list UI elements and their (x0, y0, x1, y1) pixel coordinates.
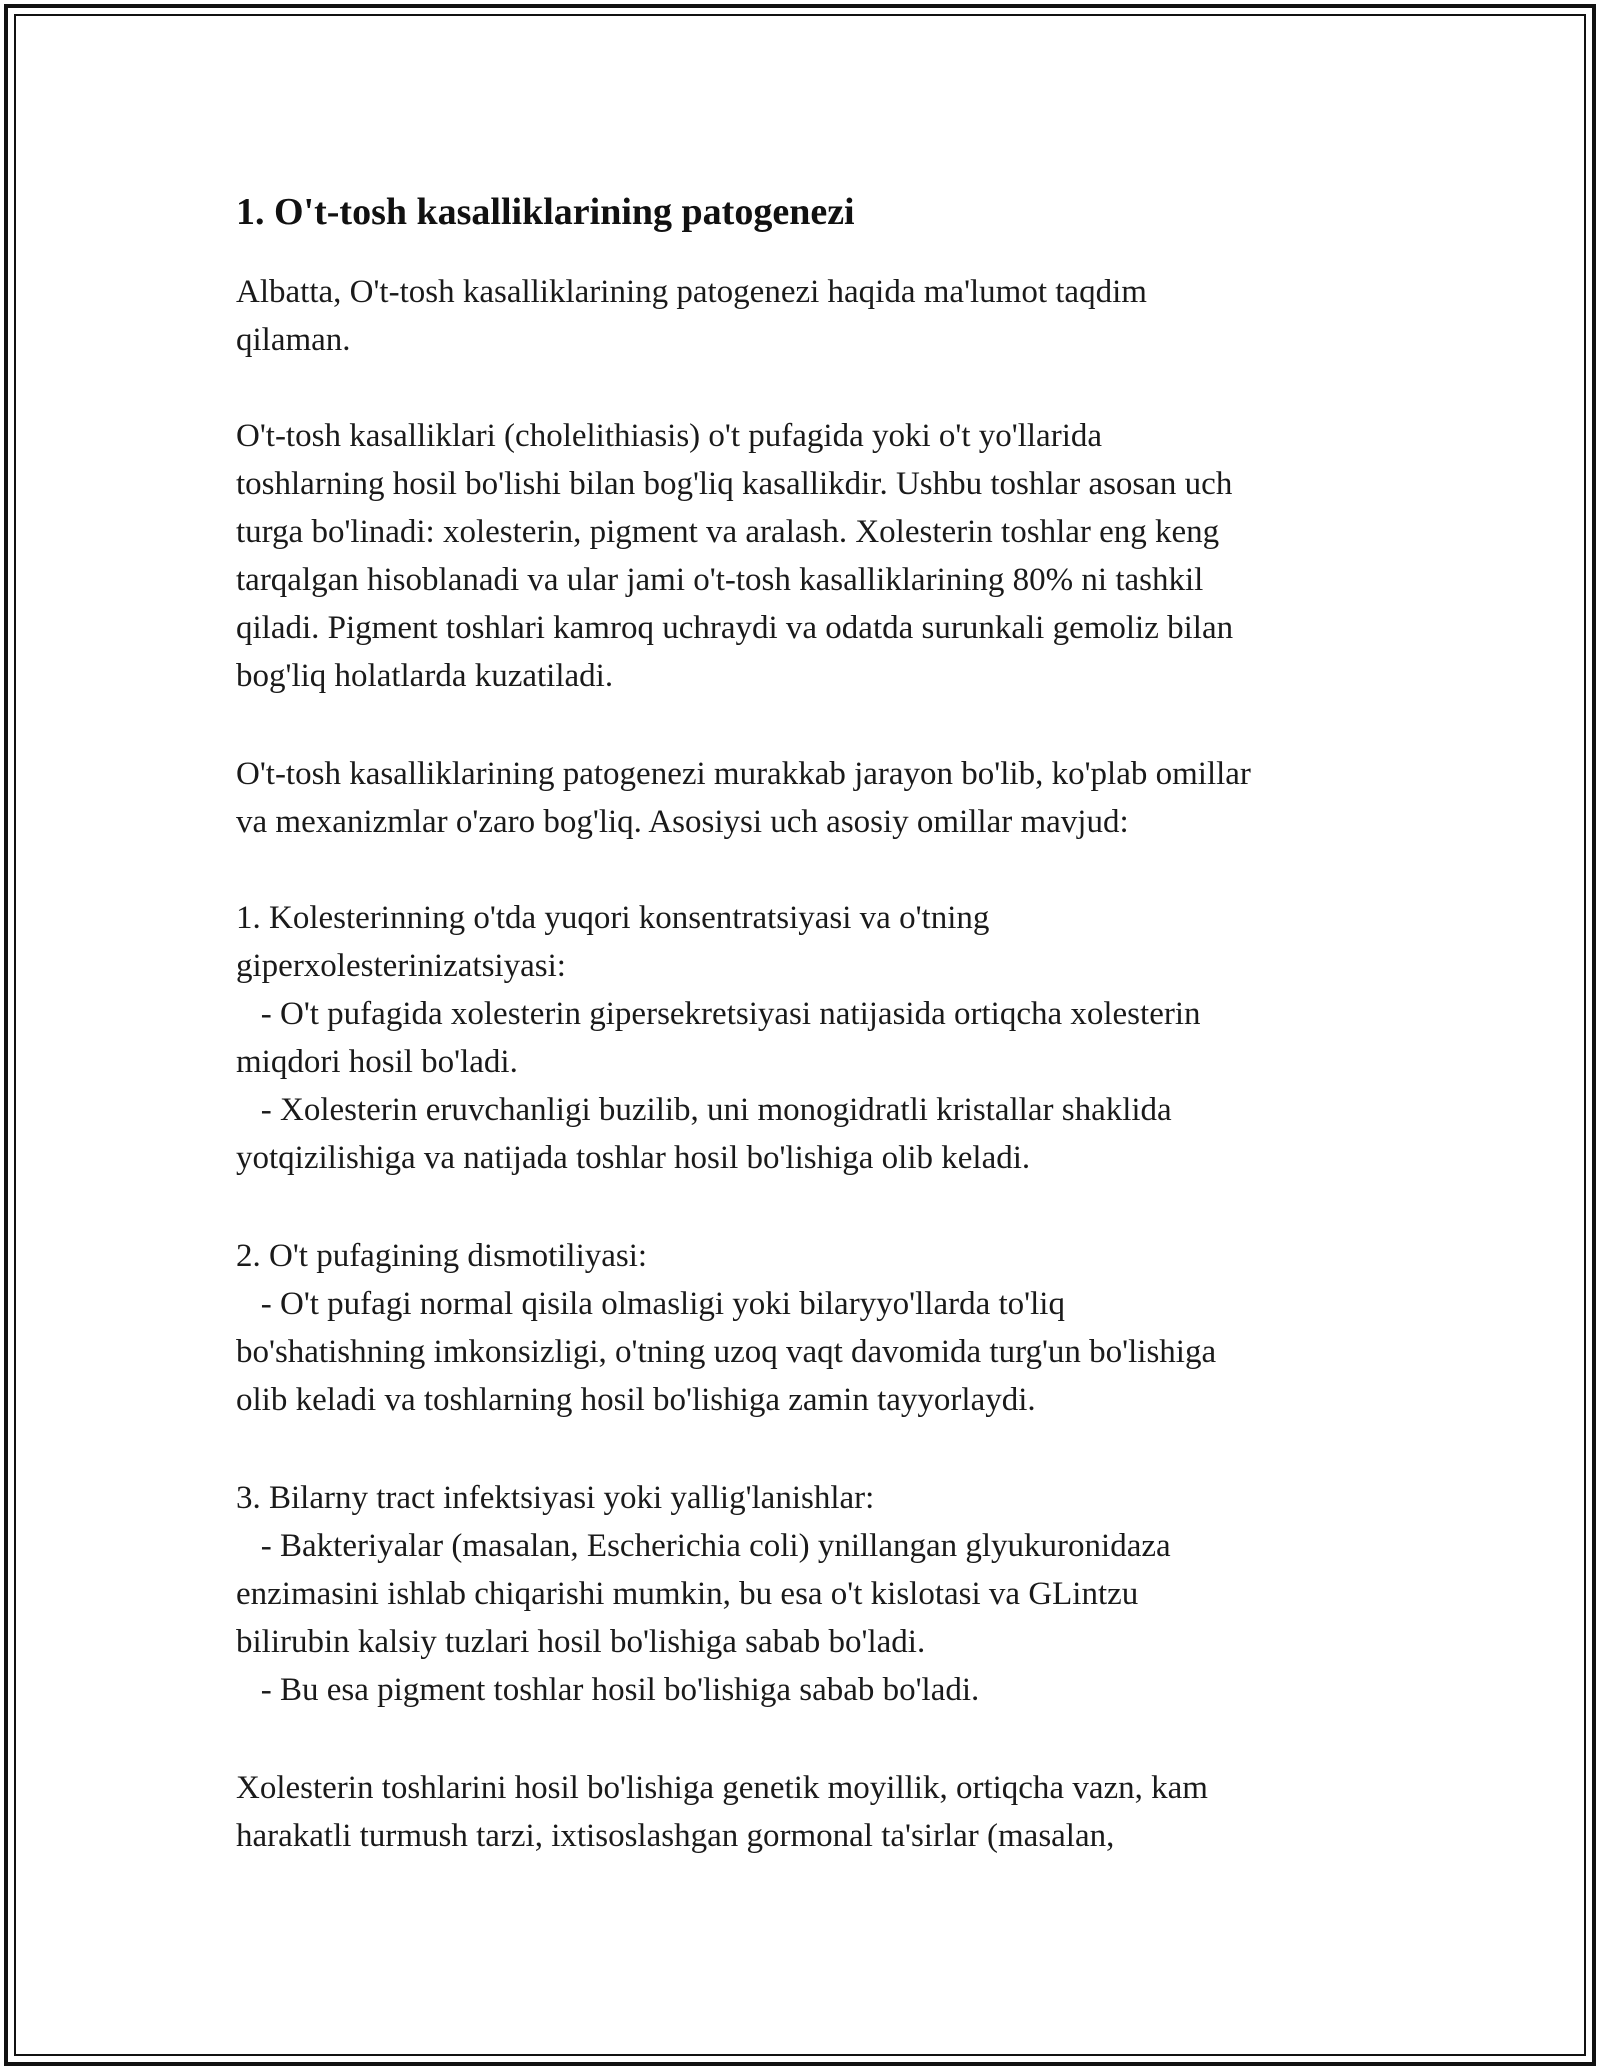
list-subitem: bilirubin kalsiy tuzlari hosil bo'lishiga sabab bo'ladi. (236, 1624, 926, 1660)
paragraph-line: toshlarning hosil bo'lishi bilan bog'liq kasallikdir. Ushbu toshlar asosan uch (236, 466, 1233, 502)
list-item-heading: 2. O't pufagining dismotiliyasi: (236, 1238, 648, 1274)
section-heading: 1. O't-tosh kasalliklarining patogenezi (236, 191, 855, 233)
paragraph-line: tarqalgan hisoblanadi va ular jami o't-tosh kasalliklarining 80% ni tashkil (236, 562, 1204, 598)
paragraph-line: O't-tosh kasalliklarining patogenezi murakkab jarayon bo'lib, ko'plab omillar (236, 756, 1251, 792)
list-subitem: miqdori hosil bo'ladi. (236, 1044, 518, 1080)
paragraph-line: turga bo'linadi: xolesterin, pigment va aralash. Xolesterin toshlar eng keng (236, 514, 1220, 550)
paragraph-line: qilaman. (236, 322, 351, 358)
list-subitem: - Bakteriyalar (masalan, Escherichia coli) ynillangan glyukuronidaza (236, 1528, 1171, 1564)
paragraph-line: harakatli turmush tarzi, ixtisoslashgan gormonal ta'sirlar (masalan, (236, 1818, 1115, 1854)
list-subitem: - O't pufagi normal qisila olmasligi yoki bilaryyo'llarda to'liq (236, 1286, 1065, 1322)
paragraph-line: O't-tosh kasalliklari (cholelithiasis) o't pufagida yoki o't yo'llarida (236, 418, 1103, 454)
paragraph-line: va mexanizmlar o'zaro bog'liq. Asosiysi uch asosiy omillar mavjud: (236, 804, 1129, 840)
paragraph-line: qiladi. Pigment toshlari kamroq uchraydi va odatda surunkali gemoliz bilan (236, 610, 1234, 646)
list-item-heading: 3. Bilarny tract infektsiyasi yoki yallig'lanishlar: (236, 1480, 875, 1516)
paragraph-line: bog'liq holatlarda kuzatiladi. (236, 658, 614, 694)
list-subitem: yotqizilishiga va natijada toshlar hosil bo'lishiga olib keladi. (236, 1140, 1031, 1176)
list-item-heading: 1. Kolesterinning o'tda yuqori konsentratsiyasi va o'tning (236, 900, 990, 936)
list-subitem: - O't pufagida xolesterin gipersekretsiyasi natijasida ortiqcha xolesterin (236, 996, 1201, 1032)
list-item-heading: giperxolesterinizatsiyasi: (236, 948, 566, 984)
list-subitem: bo'shatishning imkonsizligi, o'tning uzoq vaqt davomida turg'un bo'lishiga (236, 1334, 1217, 1370)
list-subitem: - Xolesterin eruvchanligi buzilib, uni monogidratli kristallar shaklida (236, 1092, 1172, 1128)
list-subitem: enzimasini ishlab chiqarishi mumkin, bu esa o't kislotasi va GLintzu (236, 1576, 1139, 1612)
list-subitem: olib keladi va toshlarning hosil bo'lishiga zamin tayyorlaydi. (236, 1382, 1036, 1418)
list-subitem: - Bu esa pigment toshlar hosil bo'lishiga sabab bo'ladi. (236, 1672, 980, 1708)
paragraph-line: Albatta, O't-tosh kasalliklarining patogenezi haqida ma'lumot taqdim (236, 274, 1147, 310)
paragraph-line: Xolesterin toshlarini hosil bo'lishiga genetik moyillik, ortiqcha vazn, kam (236, 1770, 1208, 1806)
